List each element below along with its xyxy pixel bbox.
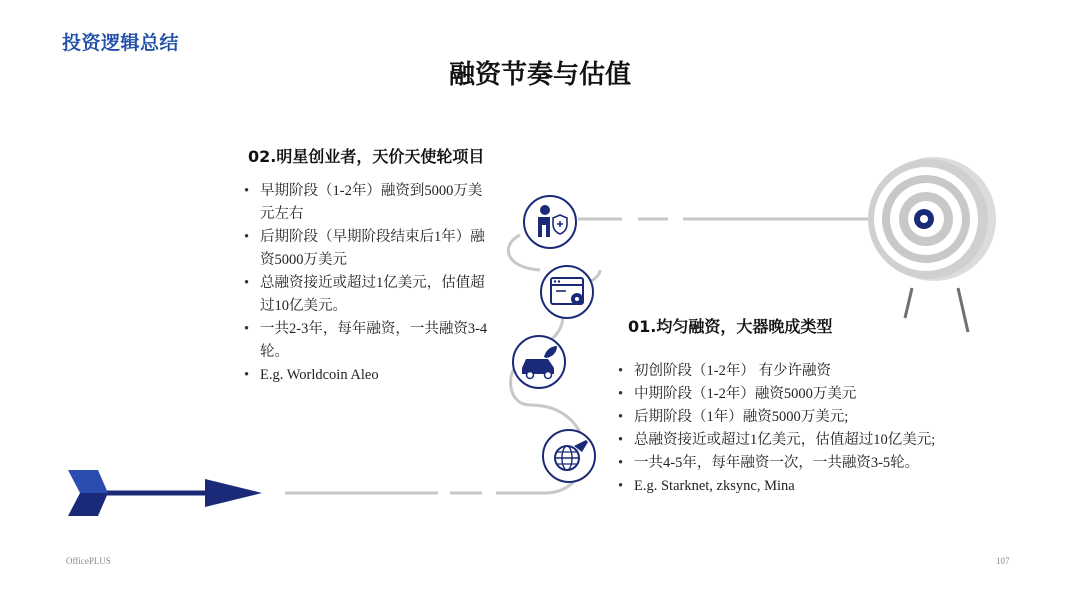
list-item: • 总融资接近或超过1亿美元，估值超过10亿美元; (618, 429, 988, 452)
page-number: 107 (996, 556, 1010, 566)
list-item: • 总融资接近或超过1亿美元，估值超过10亿美元。 (244, 272, 494, 318)
right-bullet-list (618, 360, 988, 498)
list-item: • 早期阶段（1-2年）融资到5000万美元左右 (244, 180, 494, 226)
person-shield-icon (524, 196, 576, 248)
right-heading: 01.均匀融资，大器晚成类型 (628, 317, 833, 336)
browser-settings-icon (541, 266, 593, 318)
list-item: • E.g. Starknet, zksync, Mina (618, 475, 988, 498)
list-item: • 一共4-5年，每年融资一次，一共融资3-5轮。 (618, 452, 988, 475)
globe-plane-icon (543, 430, 595, 482)
left-heading: 02.明星创业者，天价天使轮项目 (248, 147, 485, 166)
list-item: • 中期阶段（1-2年）融资5000万美元 (618, 383, 988, 406)
section-label: 投资逻辑总结 (62, 32, 180, 54)
left-bullet-list (244, 180, 494, 387)
footer-brand: OfficePLUS (66, 556, 111, 566)
target-icon (868, 157, 996, 332)
list-item: • 后期阶段（1年）融资5000万美元; (618, 406, 988, 429)
list-item: • 初创阶段（1-2年） 有少许融资 (618, 360, 988, 383)
slide-title: 融资节奏与估值 (448, 60, 631, 90)
arrow-icon (68, 470, 262, 516)
list-item: • 一共2-3年，每年融资，一共融资3-4轮。 (244, 318, 494, 364)
eco-car-icon (513, 336, 565, 388)
list-item: • 后期阶段（早期阶段结束后1年）融资5000万美元 (244, 226, 494, 272)
list-item: • E.g. Worldcoin Aleo (244, 364, 494, 387)
